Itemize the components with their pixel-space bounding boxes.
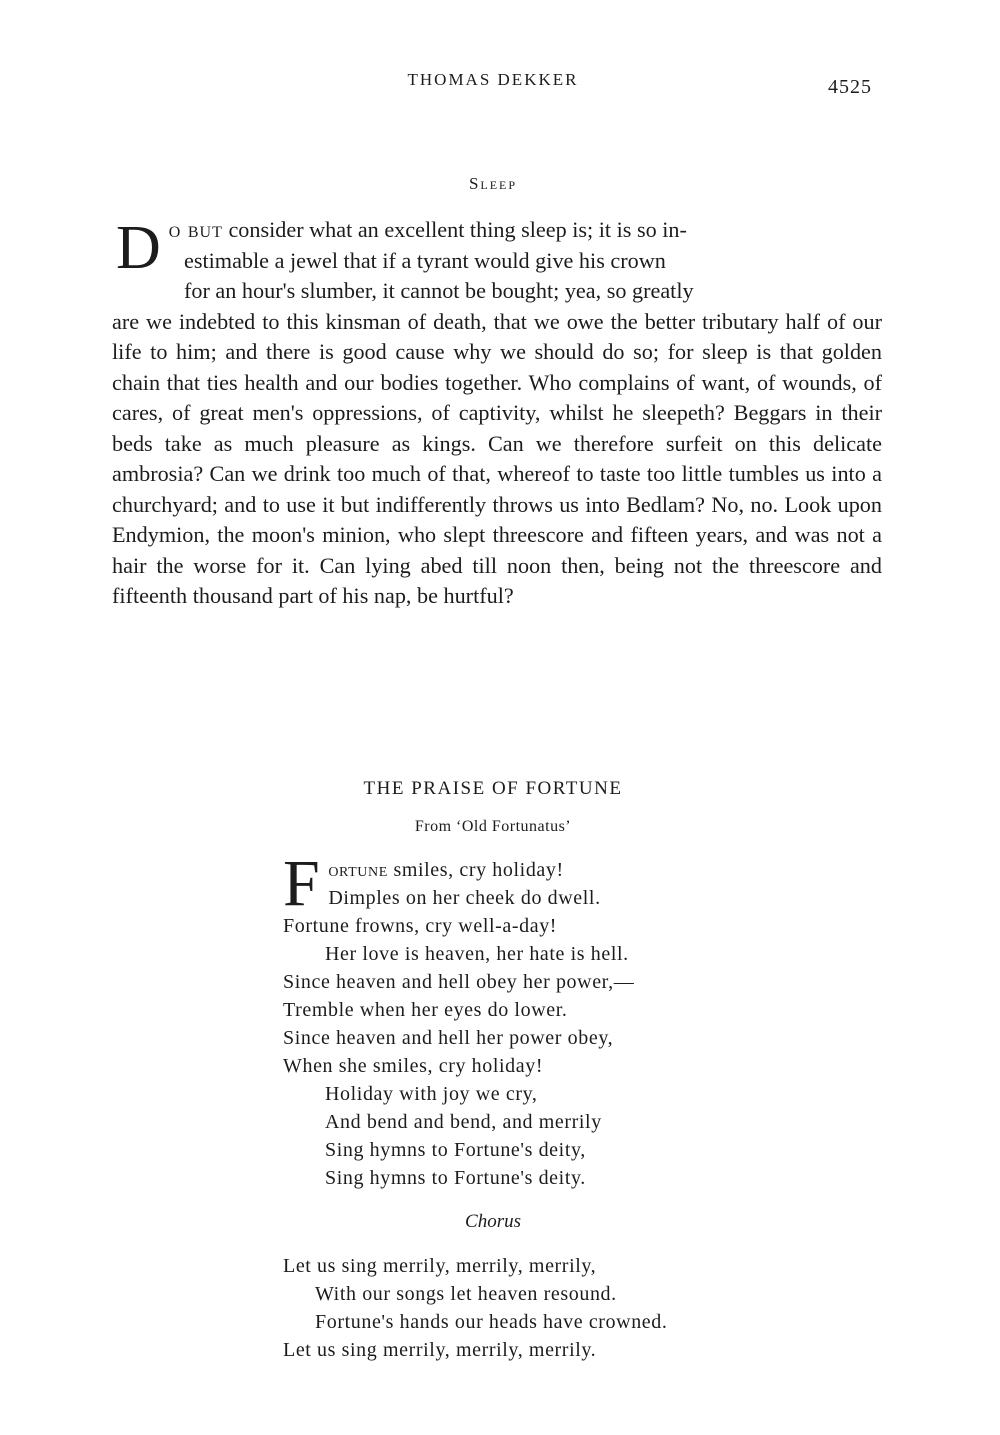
poem-line: Tremble when her eyes do lower. <box>283 999 568 1021</box>
poem-line: Since heaven and hell her power obey, <box>283 1027 614 1049</box>
opening-small-caps: o but <box>168 217 223 242</box>
section-heading-sleep: Sleep <box>468 174 518 193</box>
poem-line: When she smiles, cry holiday! <box>283 1055 544 1077</box>
paragraph-line-2: estimable a jewel that if a tyrant would give his crown <box>184 247 666 273</box>
poem-line: Fortune frowns, cry well-a-day! <box>283 915 558 937</box>
poem-line: Her love is heaven, her hate is hell. <box>325 943 629 965</box>
poem-line: Holiday with joy we cry, <box>325 1083 538 1105</box>
poem-title: THE PRAISE OF FORTUNE <box>363 778 623 799</box>
chorus-heading: Chorus <box>465 1211 521 1232</box>
poem-stanza <box>283 847 843 1192</box>
poem-line <box>283 856 843 884</box>
chorus-line: With our songs let heaven resound. <box>315 1283 617 1305</box>
page-number: 4525 <box>828 76 872 98</box>
paragraph-line-3: for an hour's slumber, it cannot be bought; yea, so greatly <box>184 278 694 303</box>
running-title: THOMAS DEKKER <box>407 70 579 89</box>
poem-line: Sing hymns to Fortune's deity, <box>325 1139 586 1161</box>
poem-line: And bend and bend, and merrily <box>325 1111 602 1133</box>
chorus-line: Fortune's hands our heads have crowned. <box>315 1311 668 1333</box>
paragraph-body: are we indebted to this kinsman of death, that we owe the better tributary half of our life to him; and there is good cause why we should do so; for sleep is that golden chain that ties health and our bodies together. Who complains of want, of wounds, of cares, of great men's oppressions, of captivity, whilst he sleepeth? Beggars in their beds take as much pleasure as kings. Can we therefore surfeit on this delicate ambrosia? Can we drink too much of that, whereof to taste too little tumbles us into a churchyard; and to use it but indifferently throws us into Bedlam? No, no. Look upon Endymion, the moon's minion, who slept threescore and fifteen years, and was not a hair the worse for it. Can lying abed till noon then, being not the threescore and fifteenth thousand part of his nap, be hurtful? <box>112 308 882 608</box>
poem-line: Since heaven and hell obey her power,— <box>283 971 635 993</box>
poem-line-1: smiles, cry holiday! <box>387 859 564 881</box>
poem-first-word: ortune <box>328 859 388 881</box>
poem-source: From ‘Old Fortunatus’ <box>414 818 572 835</box>
poem-line: Sing hymns to Fortune's deity. <box>325 1167 586 1189</box>
chorus-line: Let us sing merrily, merrily, merrily. <box>283 1339 597 1361</box>
drop-cap-f: F <box>283 847 321 920</box>
sleep-paragraph <box>112 215 882 612</box>
paragraph-line-1: consider what an excellent thing sleep is; it is so in- <box>222 217 687 242</box>
drop-cap-d: D <box>116 214 161 282</box>
chorus-stanza <box>283 1252 843 1364</box>
chorus-line: Let us sing merrily, merrily, merrily, <box>283 1255 597 1277</box>
poem-line: Dimples on her cheek do dwell. <box>328 887 601 909</box>
